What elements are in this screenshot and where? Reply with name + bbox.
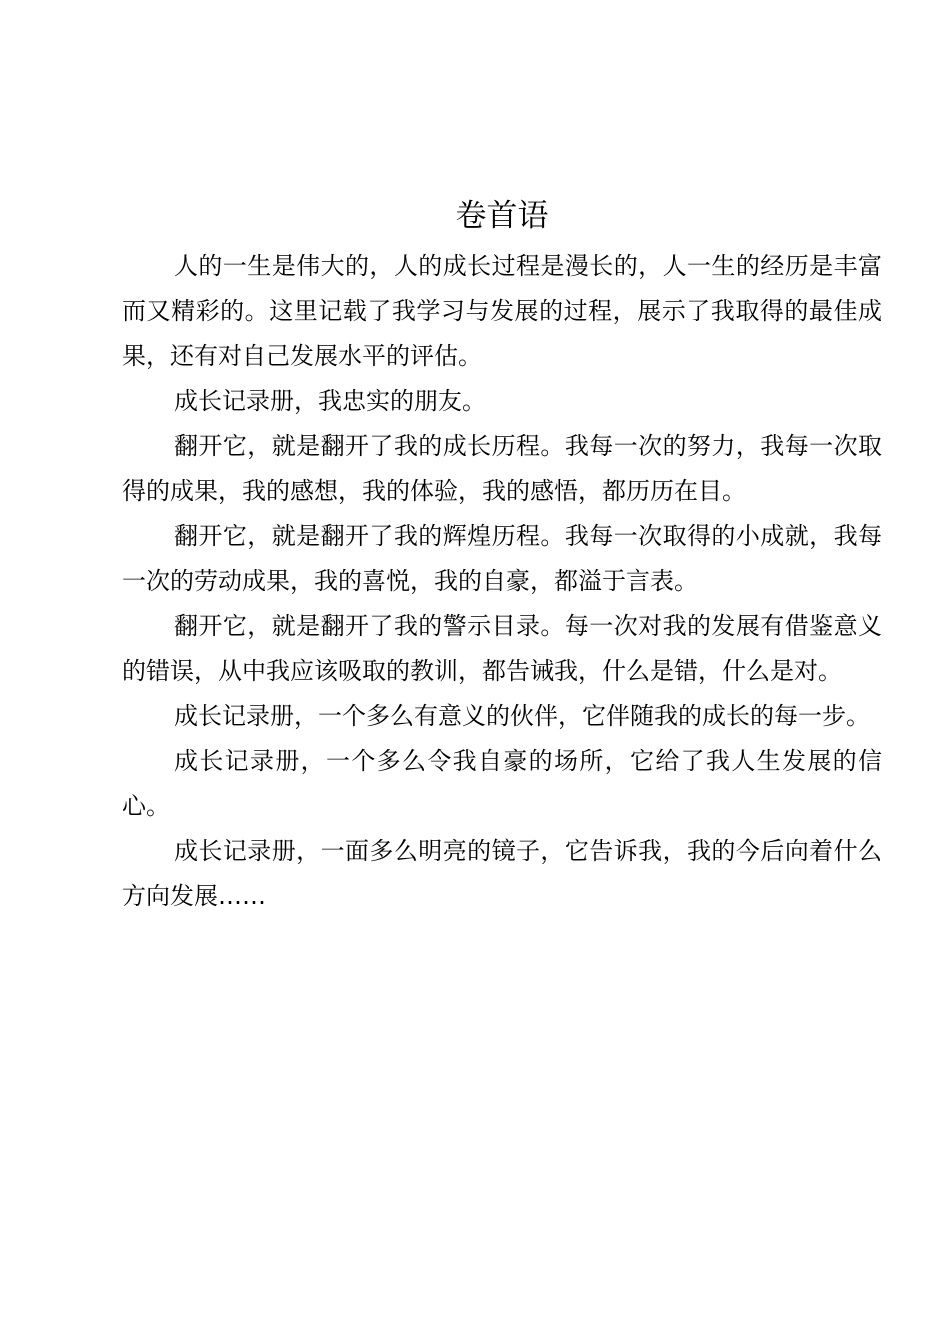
paragraph-7: 成长记录册，一个多么令我自豪的场所，它给了我人生发展的信心。 <box>122 747 882 820</box>
paragraph-8: 成长记录册，一面多么明亮的镜子，它告诉我，我的今后向着什么方向发展…… <box>122 837 882 910</box>
paragraph-2: 成长记录册，我忠实的朋友。 <box>174 387 486 415</box>
paragraph-5: 翻开它，就是翻开了我的警示目录。每一次对我的发展有借鉴意义的错误，从中我应该吸取的教训，都告诫我，什么是错，什么是对。 <box>122 612 882 685</box>
document-page <box>122 192 882 919</box>
paragraph-6: 成长记录册，一个多么有意义的伙伴，它伴随我的成长的每一步。 <box>174 702 870 730</box>
page-title: 卷首语 <box>455 198 549 234</box>
paragraph-4: 翻开它，就是翻开了我的辉煌历程。我每一次取得的小成就，我每一次的劳动成果，我的喜悦，我的自豪，都溢于言表。 <box>122 522 882 595</box>
paragraph-1: 人的一生是伟大的，人的成长过程是漫长的，人一生的经历是丰富而又精彩的。这里记载了我学习与发展的过程，展示了我取得的最佳成果，还有对自己发展水平的评估。 <box>122 252 882 370</box>
paragraph-3: 翻开它，就是翻开了我的成长历程。我每一次的努力，我每一次取得的成果，我的感想，我的体验，我的感悟，都历历在目。 <box>122 432 882 505</box>
